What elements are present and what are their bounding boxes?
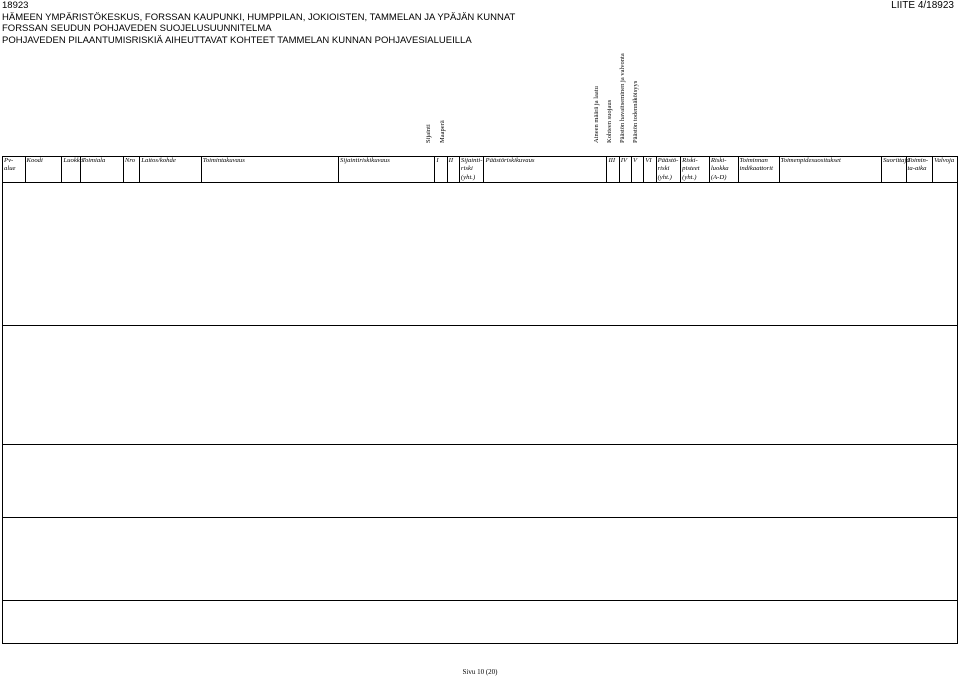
col-luokka: Luokka [62, 157, 80, 183]
col-iv: IV [619, 157, 631, 183]
table-row [3, 517, 958, 600]
document-header [2, 0, 515, 46]
col-paastoriskikuvaus: Päästöriskikuvaus [484, 157, 607, 183]
col-koodi: Koodi [25, 157, 62, 183]
col-v: V [632, 157, 644, 183]
vertical-label-aineen-maara: Aineen määrä ja laatu [593, 86, 600, 143]
col-suorittaja: Suorittaja [881, 157, 906, 183]
col-iii: III [607, 157, 619, 183]
table-cell [3, 444, 958, 517]
col-toimintakuvaus: Toimintakuvaus [201, 157, 338, 183]
table-cell [3, 182, 958, 325]
vertical-label-paaston-havaitseminen: Päästön havaitseminen ja valvonta [619, 53, 626, 143]
col-riskiluokka: Riski-luokka (A-D) [709, 157, 738, 183]
doc-org: HÄMEEN YMPÄRISTÖKESKUS, FORSSAN KAUPUNKI, HUMPPILAN, JOKIOISTEN, TAMMELAN JA YPÄJÄN KUNNAT [2, 11, 516, 23]
col-vi: VI [644, 157, 656, 183]
col-sijaintiriski: Sijainti-riski (yht.) [460, 157, 483, 181]
doc-number: 18923 [2, 0, 29, 11]
doc-plan: FORSSAN SEUDUN POHJAVEDEN SUOJELUSUUNNITELMA [2, 23, 272, 34]
col-nro: Nro [123, 157, 139, 183]
table-cell [3, 517, 958, 600]
vertical-label-kohteen-suojaus: Kohteen suojaus [606, 99, 613, 143]
col-toimenpidesuositukset: Toimenpidesuositukset [779, 157, 881, 183]
col-sijaintiriskikuvaus: Sijaintiriskikuvaus [339, 157, 435, 183]
table-row [3, 325, 958, 444]
vertical-label-sijainti: Sijainti [425, 124, 432, 143]
table-cell [3, 325, 958, 444]
risk-table [2, 156, 958, 644]
col-ii: II [447, 157, 459, 183]
vertical-label-maapera: Maaperä [439, 120, 446, 143]
page-number: Sivu 10 (20) [462, 668, 498, 676]
col-laitos-kohde: Laitos/kohde [140, 157, 201, 183]
col-valvoja: Valvoja [933, 157, 958, 183]
table-cell [3, 600, 958, 643]
vertical-label-paaston-todennakoisyys: Päästön todennäköisyys [632, 80, 639, 143]
col-i: I [435, 157, 447, 183]
col-paastoriski: Päästö-riski (yht.) [656, 157, 681, 183]
col-toiminta-aika: Toimin-ta-aika [906, 157, 933, 183]
column-header-row [3, 157, 958, 183]
table-row [3, 444, 958, 517]
col-toimiala: Toimiala [80, 157, 123, 183]
table-row [3, 182, 958, 325]
col-riskipisteet: Riski-pisteet (yht.) [681, 157, 710, 183]
appendix-label: LIITE 4/18923 [891, 0, 954, 11]
table-row [3, 600, 958, 643]
col-pv-alue: Pv-alue [3, 157, 26, 183]
doc-title: POHJAVEDEN PILAANTUMISRISKIÄ AIHEUTTAVAT KOHTEET TAMMELAN KUNNAN POHJAVESIALUEILLA [2, 34, 472, 46]
col-indikaattorit: Toiminnan indikaattorit [738, 157, 779, 183]
